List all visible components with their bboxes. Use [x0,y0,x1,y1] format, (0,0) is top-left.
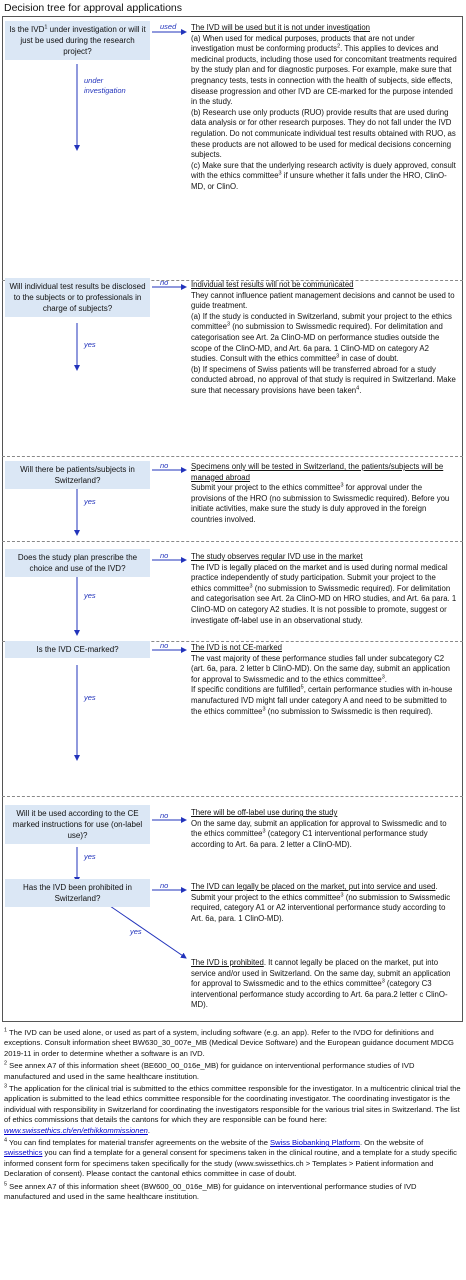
ethics-commissions-link[interactable]: www.swissethics.ch/en/ethikkommissionen [4,1125,148,1135]
label-no: no [160,881,169,890]
answer-heading: There will be off-label use during the study [191,808,338,817]
label-yes: yes [84,340,96,349]
question-study-plan-prescribes-ivd: Does the study plan prescribe the choice and use of the IVD? [5,549,150,577]
answer-heading: The IVD can legally be placed on the market, put into service and used [191,882,436,891]
footnote-3: $^3$ The application for the clinical trial is submitted to the ethics committee responsible for the investigator. In a multicentric clinical trial the application is submitted to the lead ethics committee responsible for the coordinating investigator. The coordinating investigator is the individual with responsibility in Switzerland for coordinating the investigators responsible for the various trial sites in Switzerland. The list of ethics commissions that details the cantons for which they are responsible can be found here: www.swissethics.ch/en/ethikkommissionen. [4,1083,461,1135]
label-yes: yes [84,693,96,702]
label-no: no [160,461,169,470]
question-ivd-ce-marked: Is the IVD CE-marked? [5,641,150,658]
question-on-label-use: Will it be used according to the CE marked instructions for use (on-label use)? [5,805,150,844]
footnote-1: $^1$ The IVD can be used alone, or used as part of a system, including software (e.g. an app). Refer to the IVDO for definitions and exceptions. Consult information sheet BW630_30_007e_MB (Medical Device Software) and the European guidance document MDCG 2019-11 in order to determine whether a software is an IVD. [4,1027,454,1058]
arrow-yes [110,906,186,958]
answer-specimens-only: Specimens only will be tested in Switzerland, the patients/subjects will be managed abroad Submit your project to the ethics committee$^3$ for approval under the provisions of the HRO (no submission to Swissmedic required). Before you initiate activities, make sure the study is duly approved in the foreign countries involved. [191,462,457,526]
swissethics-link[interactable]: swissethics [4,1148,43,1158]
footnote-5: $^5$ See annex A7 of this information sheet (BW600_00_016e_MB) for guidance on interventional performance studies of IVD manufactured and used in the same healthcare institution. [4,1181,417,1202]
footnote-4: $^4$ You can find templates for material transfer agreements on the website of the Swiss Biobanking Platform. On the website of swissethics you can find a template for a general consent for specimens taken in the clinical routine, and a template for a study specific informed consent form for specimens taken specifically for the study (www.swissethics.ch > Templates > Patient information and Declaration of consent). Please contact the cantonal ethics committee in case of doubt. [4,1137,457,1179]
label-yes: yes [84,852,96,861]
question-ivd-under-investigation: Is the IVD$^1$ under investigation or will it just be used during the research project? [5,21,150,60]
label-no: no [160,811,169,820]
answer-results-not-communicated: Individual test results will not be communicated They cannot influence patient management decisions and cannot be used to guide treatment. (a) If the study is conducted in Switzerland, submit your project to the ethics committee$^3$ (no submission to Swissmedic required). For delimitation and categorisation see Art. 2a ClinO-MD on performance studies outside the scope of the ClinO-MD, and Art. 6a para. 1 ClinO-MD on category A2 studies. Consult with the ethics committee$^3$ in case of doubt. (b) If specimens of Swiss patients will be transferred abroad for a study conducted abroad, no approval of that study is required in Switzerland. Make sure that necessary provisions have been taken$^4$. [191,280,456,395]
label-no: no [160,641,169,650]
answer-heading: Individual test results will not be communicated [191,280,354,289]
answer-heading: The study observes regular IVD use in the market [191,552,363,561]
answer-not-under-investigation: The IVD will be used but it is not under investigation (a) When used for medical purposes, products that are not under investigation must be conforming products$^2$. This applies to devices and medicinal products, including those used for concomitant treatments required by the study plan and for diagnostic purposes. For example, make sure that pregnancy tests, tests in connection with the health of subjects, side effects, disease progression and other IVD are CE-marked for the purpose intended in the study. (b) Research use only products (RUO) provide results that are used during data analysis or for other research purposes. They do not fall under the IVD regulation. Do not communicate individual test results obtained with RUO, as these products are not allowed to be used for medical decisions concerning subjects. (c) Make sure that the underlying research activity is duely approved, consult with the ethics committee$^3$ if unsure whether it falls under the HRO, ClinO-MD, or ClinO. [191,23,457,191]
label-no: no [160,551,169,560]
answer-heading: The IVD is prohibited [191,958,264,967]
answer-legally-placed: The IVD can legally be placed on the market, put into service and used. Submit your project to the ethics committee$^3$ (no submission to Swissmedic required, category A1 or A2 interventional performance study according to Art. 6a, para. 1 ClinO-MD). [191,882,451,923]
page-title: Decision tree for approval applications [4,2,183,14]
answer-regular-ivd-use: The study observes regular IVD use in the market The IVD is legally placed on the market and is used during normal medical practice independently of study participation. Submit your project to the ethics committee$^3$ (no submission to Swissmedic required). For delimitation and categorisation see Art. 2a ClinO-MD on HRO studies, and Art. 6a para. 1 ClinO-MD on category A2 studies. It is not possible to promote, suggest or investigate off-label use in an observational study. [191,552,457,625]
label-used: used [160,22,177,31]
footnotes [4,1028,462,1203]
answer-not-ce-marked: The IVD is not CE-marked The vast majority of these performance studies fall under subcategory C2 (art. 6a, para. 2 letter b ClinO-MD). On the same day, submit an application for approval to Swissmedic and to the ethics committee$^3$. If specific conditions are fulfilled$^5$, certain performance studies with in-house manufactured IVD might fall under category A and need to be submitted to the ethics committee$^3$ (no submission to Swissmedic is then required). [191,643,457,717]
answer-heading: The IVD will be used but it is not under investigation [191,23,370,32]
answer-off-label-use: There will be off-label use during the study On the same day, submit an application for approval to Swissmedic and to the ethics committee$^3$ (category C1 interventional performance study according to Art. 6a para. 2 letter a ClinO-MD). [191,808,457,850]
footnote-2: $^2$ See annex A7 of this information sheet (BE600_00_016e_MB) for guidance on interventional performance studies of IVD manufactured and used in the same healthcare institution. [4,1060,415,1081]
swiss-biobanking-link[interactable]: Swiss Biobanking Platform [270,1138,360,1148]
label-yes: yes [84,591,96,600]
question-ivd-prohibited: Has the IVD been prohibited in Switzerland? [5,879,150,907]
answer-heading: Specimens only will be tested in Switzerland, the patients/subjects will be managed abroad [191,462,444,482]
label-yes: yes [130,927,142,936]
question-patients-in-switzerland: Will there be patients/subjects in Switzerland? [5,461,150,489]
answer-heading: The IVD is not CE-marked [191,643,282,652]
question-test-results-disclosed: Will individual test results be disclosed to the subjects or to professionals in charge of subjects? [5,278,150,317]
label-yes: yes [84,497,96,506]
label-under-investigation: under investigation [84,76,126,95]
label-no: no [160,278,169,287]
answer-ivd-prohibited: The IVD is prohibited. It cannot legally be placed on the market, put into service and/or used in Switzerland. On the same day, submit an application for approval to Swissmedic and to the ethics committee$^3$ (category C3 interventional performance study according to Art. 6a para.2 letter c ClinO-MD). [191,958,451,1010]
